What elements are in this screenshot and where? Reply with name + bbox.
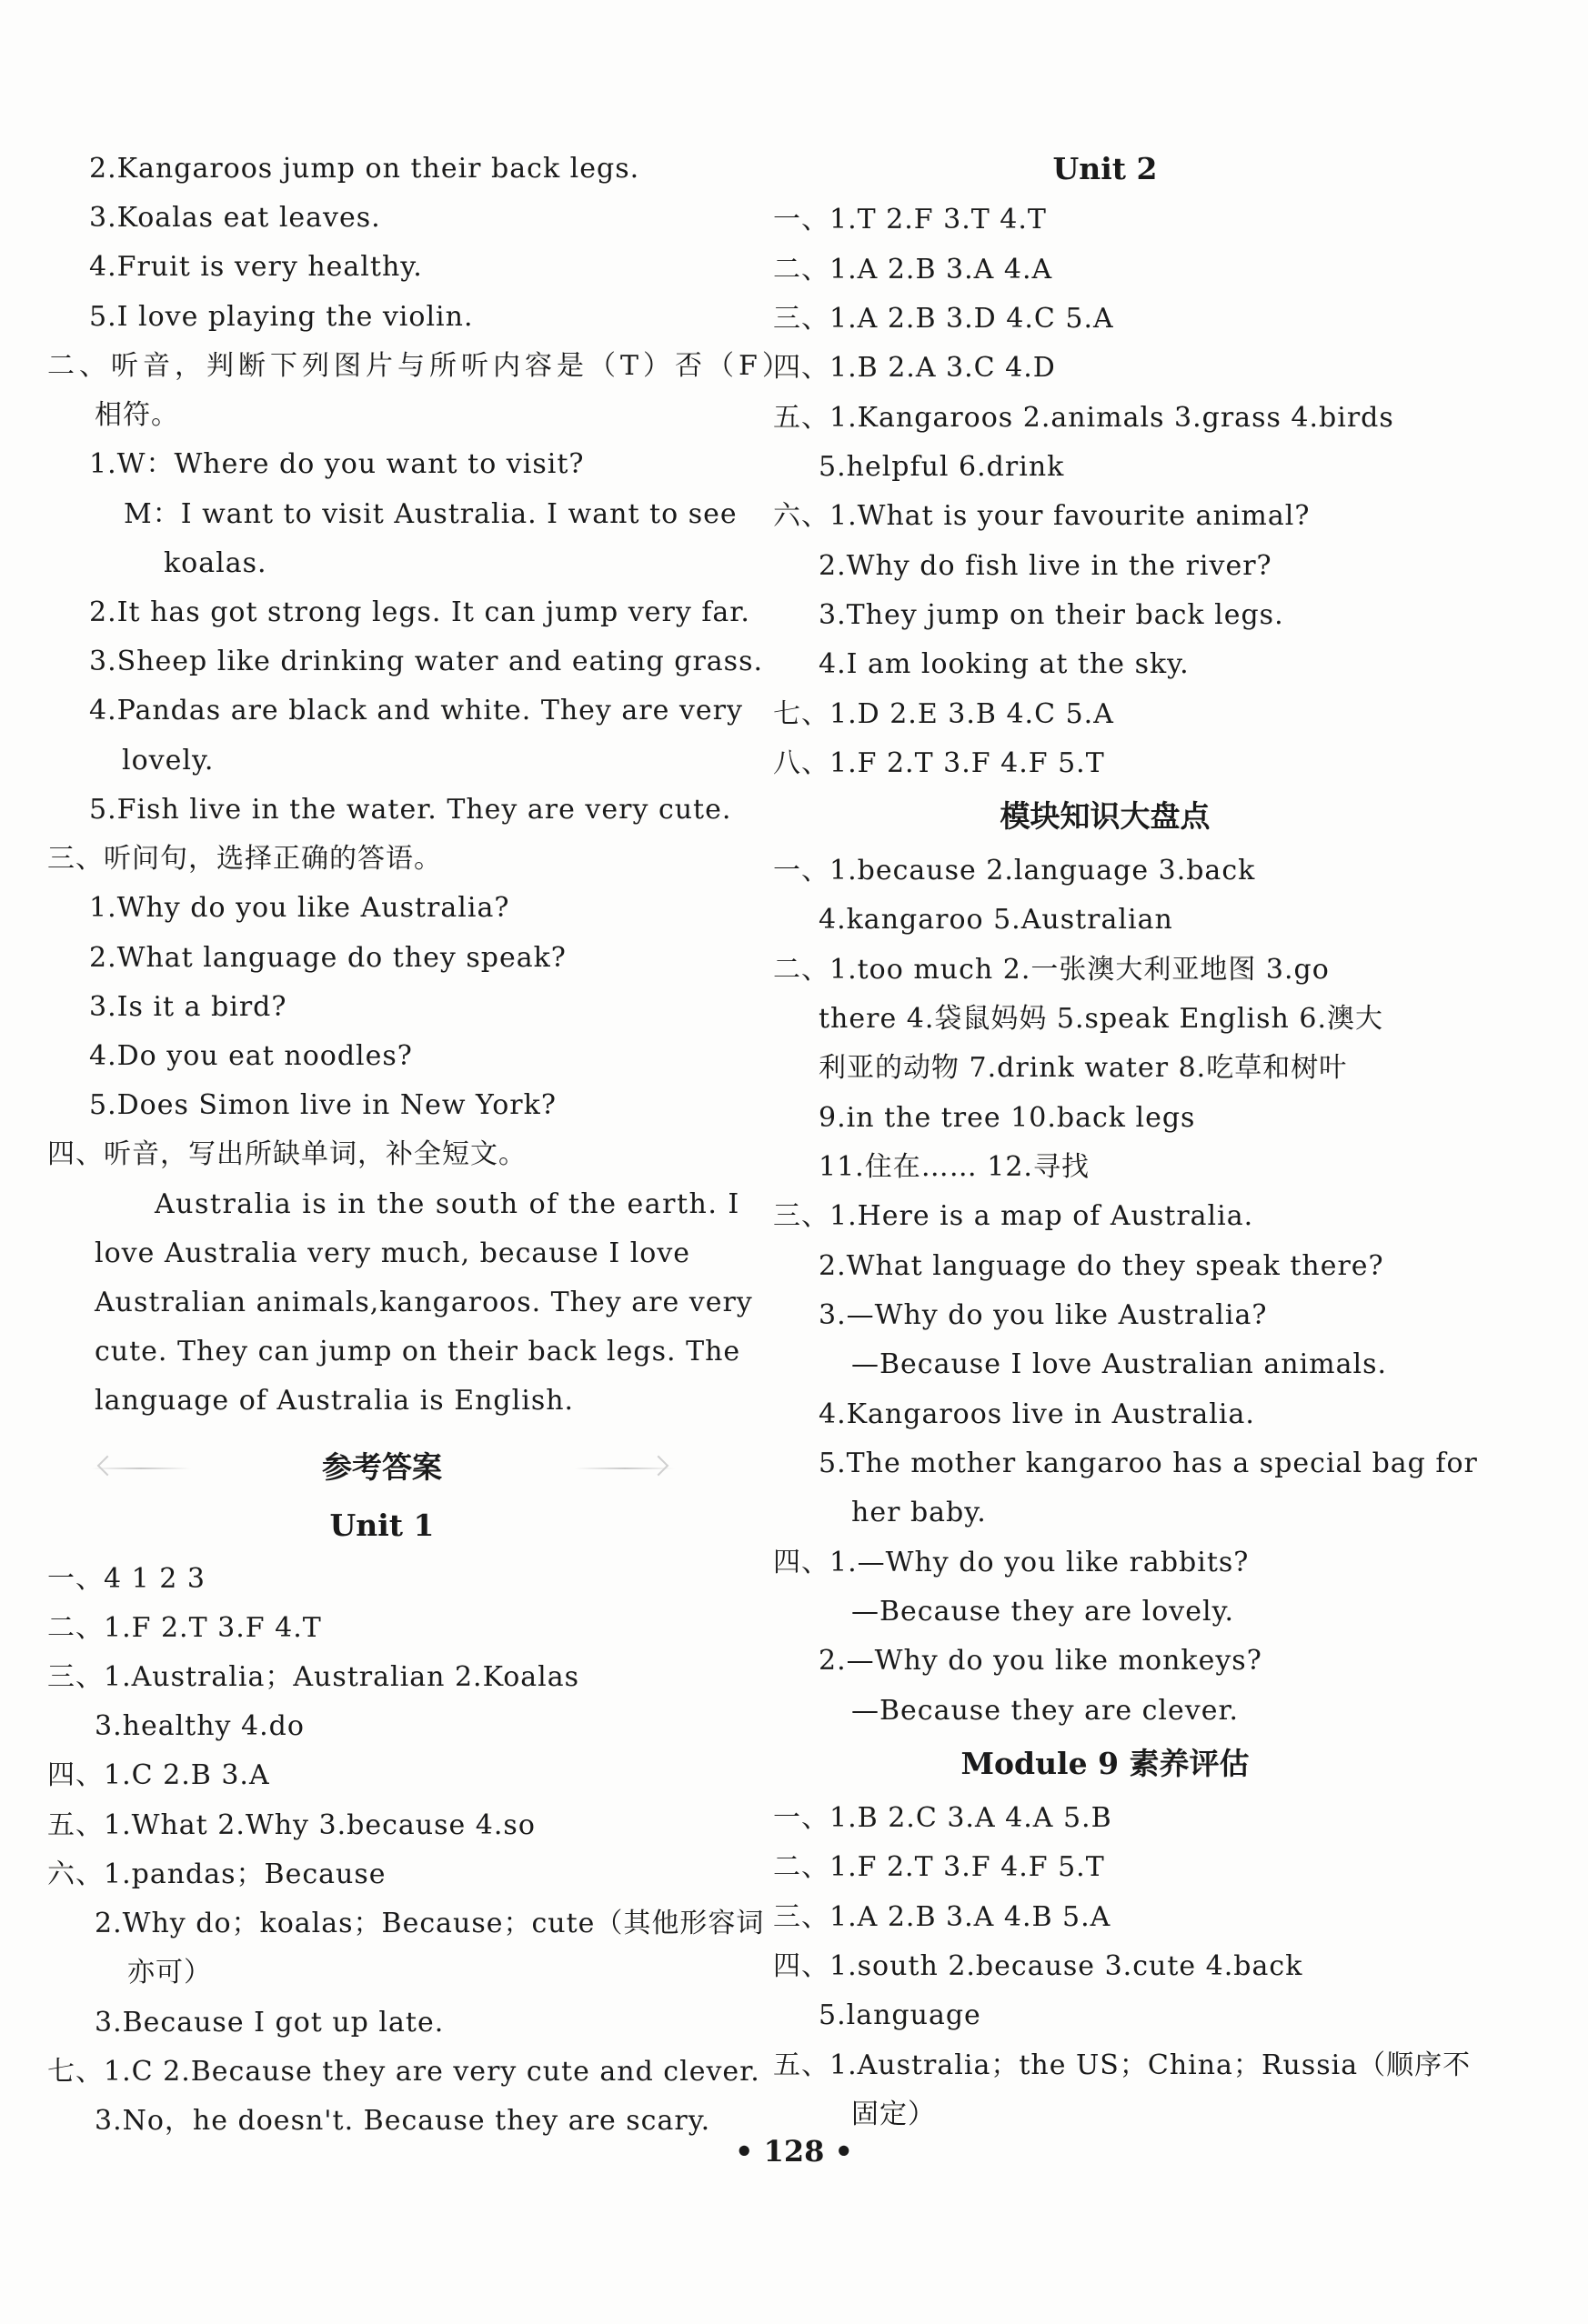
answer-line: 三、1.A 2.B 3.D 4.C 5.A bbox=[773, 303, 1114, 335]
unit2-title: Unit 2 bbox=[1052, 151, 1158, 186]
answer-line: 2.—Why do you like monkeys? bbox=[819, 1645, 1262, 1677]
answer-line: 4.I am looking at the sky. bbox=[819, 648, 1190, 680]
answer-line: 4.kangaroo 5.Australian bbox=[819, 904, 1173, 936]
text-line: 1.W：Where do you want to visit? bbox=[89, 448, 585, 480]
answer-line: 五、1.What 2.Why 3.because 4.so bbox=[47, 1809, 536, 1841]
text-line: 4.Fruit is very healthy. bbox=[89, 251, 423, 283]
section-heading: 三、听问句，选择正确的答语。 bbox=[47, 843, 442, 875]
text-line: lovely. bbox=[122, 745, 215, 776]
answer-line: 七、1.C 2.Because they are very cute and clever. bbox=[47, 2056, 760, 2088]
text-line: 2.It has got strong legs. It can jump very far. bbox=[89, 596, 750, 628]
text-line: koalas. bbox=[164, 547, 267, 579]
text-line: 1.Why do you like Australia? bbox=[89, 892, 510, 924]
answer-line: 3.They jump on their back legs. bbox=[819, 599, 1284, 631]
ornament-left bbox=[91, 1468, 191, 1469]
passage-line: Australian animals,kangaroos. They are very bbox=[95, 1287, 753, 1318]
answer-line: 六、1.pandas；Because bbox=[47, 1858, 387, 1890]
answer-line: 四、1.south 2.because 3.cute 4.back bbox=[773, 1950, 1303, 1982]
answer-line: 2.Why do；koalas；Because；cute（其他形容词 bbox=[95, 1908, 765, 1939]
text-line: 2.Kangaroos jump on their back legs. bbox=[89, 153, 640, 185]
text-line: 4.Do you eat noodles? bbox=[89, 1040, 413, 1072]
unit1-title: Unit 1 bbox=[329, 1508, 435, 1543]
answer-line: 二、1.F 2.T 3.F 4.T bbox=[47, 1612, 322, 1644]
answer-line: her baby. bbox=[851, 1497, 987, 1528]
answer-line: 亦可） bbox=[127, 1957, 212, 1988]
answer-line: 一、4 1 2 3 bbox=[47, 1563, 206, 1595]
answer-line: 4.Kangaroos live in Australia. bbox=[819, 1398, 1255, 1430]
answer-line: 5.language bbox=[819, 1999, 981, 2031]
answer-line: 四、1.—Why do you like rabbits? bbox=[773, 1547, 1250, 1578]
answer-line: 5.helpful 6.drink bbox=[819, 451, 1065, 483]
text-line: 5.Fish live in the water. They are very cute. bbox=[89, 794, 732, 826]
answer-line: 固定） bbox=[851, 2099, 936, 2130]
answer-line: 六、1.What is your favourite animal? bbox=[773, 500, 1311, 532]
answer-line: 3.—Why do you like Australia? bbox=[819, 1299, 1268, 1331]
answer-line: 三、1.A 2.B 3.A 4.B 5.A bbox=[773, 1901, 1111, 1933]
answer-line: 八、1.F 2.T 3.F 4.F 5.T bbox=[773, 747, 1105, 779]
answer-line: 3.No，he doesn't. Because they are scary. bbox=[95, 2105, 711, 2137]
answer-line: 利亚的动物 7.drink water 8.吃草和树叶 bbox=[819, 1052, 1348, 1084]
answer-line: 3.healthy 4.do bbox=[95, 1710, 305, 1742]
answer-line: 一、1.B 2.C 3.A 4.A 5.B bbox=[773, 1802, 1112, 1834]
answers-title: 参考答案 bbox=[322, 1449, 442, 1485]
answer-line: 2.Why do fish live in the river? bbox=[819, 550, 1272, 582]
answer-line: 五、1.Kangaroos 2.animals 3.grass 4.birds bbox=[773, 402, 1394, 434]
answer-line: 二、1.A 2.B 3.A 4.A bbox=[773, 254, 1053, 285]
answer-line: 9.in the tree 10.back legs bbox=[819, 1102, 1196, 1134]
answer-line: —Because they are clever. bbox=[851, 1695, 1240, 1727]
text-line: 相符。 bbox=[95, 399, 179, 431]
text-line: 4.Pandas are black and white. They are very bbox=[89, 695, 743, 726]
passage-line: Australia is in the south of the earth. I bbox=[155, 1188, 740, 1220]
answer-line: 11.住在…… 12.寻找 bbox=[819, 1151, 1090, 1183]
text-line: 2.What language do they speak? bbox=[89, 942, 567, 974]
section-heading: 四、听音，写出所缺单词，补全短文。 bbox=[47, 1138, 527, 1170]
answer-line: 三、1.Here is a map of Australia. bbox=[773, 1200, 1254, 1232]
answer-line: 2.What language do they speak there? bbox=[819, 1250, 1384, 1282]
answer-line: 三、1.Australia；Australian 2.Koalas bbox=[47, 1661, 580, 1693]
answer-line: 一、1.because 2.language 3.back bbox=[773, 855, 1256, 887]
answer-line: there 4.袋鼠妈妈 5.speak English 6.澳大 bbox=[819, 1003, 1383, 1035]
text-line: 3.Is it a bird? bbox=[89, 991, 287, 1023]
module-title: Module 9 素养评估 bbox=[960, 1746, 1250, 1781]
answer-line: 一、1.T 2.F 3.T 4.T bbox=[773, 204, 1047, 235]
text-line: 3.Sheep like drinking water and eating grass. bbox=[89, 646, 764, 677]
answer-line: 二、1.F 2.T 3.F 4.F 5.T bbox=[773, 1851, 1105, 1883]
text-line: 3.Koalas eat leaves. bbox=[89, 202, 381, 234]
section-heading: 二、听音，判断下列图片与所听内容是（T）否（F） bbox=[47, 350, 794, 382]
passage-line: cute. They can jump on their back legs. The bbox=[95, 1336, 741, 1367]
answer-line: 5.The mother kangaroo has a special bag for bbox=[819, 1447, 1478, 1479]
answer-line: 五、1.Australia；the US；China；Russia（顺序不 bbox=[773, 2049, 1472, 2081]
text-line: 5.I love playing the violin. bbox=[89, 301, 474, 333]
passage-line: language of Australia is English. bbox=[95, 1385, 575, 1417]
answer-line: 3.Because I got up late. bbox=[95, 2007, 445, 2039]
review-title: 模块知识大盘点 bbox=[1000, 798, 1211, 834]
answer-line: 四、1.C 2.B 3.A bbox=[47, 1759, 270, 1791]
page-number: • 128 • bbox=[735, 2134, 853, 2169]
answer-line: 二、1.too much 2.一张澳大利亚地图 3.go bbox=[773, 954, 1330, 986]
answer-line: —Because I love Australian animals. bbox=[851, 1348, 1388, 1380]
answer-line: 四、1.B 2.A 3.C 4.D bbox=[773, 352, 1056, 384]
answer-line: 七、1.D 2.E 3.B 4.C 5.A bbox=[773, 698, 1114, 730]
passage-line: love Australia very much, because I love bbox=[95, 1237, 691, 1269]
text-line: M：I want to visit Australia. I want to see bbox=[124, 498, 738, 530]
answer-line: —Because they are lovely. bbox=[851, 1596, 1235, 1628]
ornament-right bbox=[575, 1468, 675, 1469]
text-line: 5.Does Simon live in New York? bbox=[89, 1089, 557, 1121]
